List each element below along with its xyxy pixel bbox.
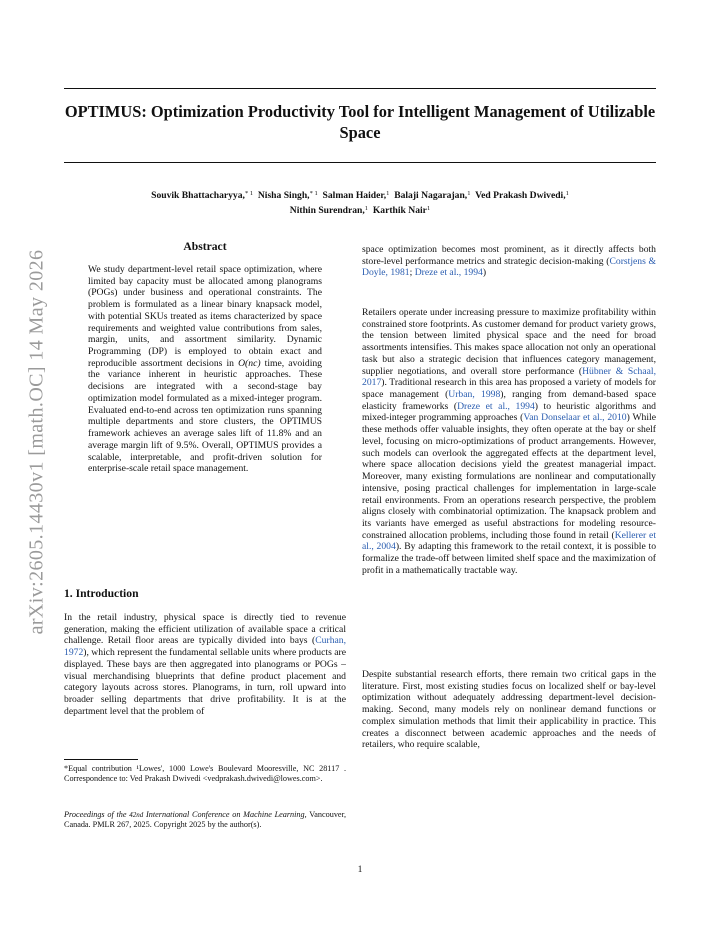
author: Nisha Singh,$^{* 1}$ (257, 190, 318, 201)
math-complexity: O(nc) (238, 357, 261, 369)
right-paragraph-3: Despite substantial research efforts, there remain two critical gaps in the literature. First, most existing studies focus on localized shelf or bay-level optimization without adequately addressing department-level decision-making. Second, many models rely on nonlinear demand functions or complex simulation methods that limit their applicability in practice. This creates a disconnect between academic approaches and the needs of retailers, who require scalable, (362, 669, 656, 751)
footnote-rule (64, 759, 138, 760)
author: Ved Prakash Dwivedi,$^1$ (475, 190, 569, 201)
citation-link[interactable]: Hübner & Schaal, 2017 (362, 365, 656, 389)
author: Balaji Nagarajan,$^1$ (394, 190, 471, 201)
citation-link[interactable]: Dreze et al., 1994 (457, 400, 535, 412)
intro-paragraph: In the retail industry, physical space is directly tied to revenue generation, making the efficient utilization of available space a critical challenge. Retail floor areas are typically divided into bays (Curhan, 1972), which represent the fundamental sellable units where products are displayed. These bays are then aggregated into planograms or POGs – visual merchandising blueprints that define product placement and category layouts across stores. Planograms, in turn, roll upward into broader selling departments that drive profitability. It is at the department level that the problem of (64, 612, 346, 717)
author: Souvik Bhattacharyya,$^{* 1}$ (151, 190, 254, 201)
citation-link[interactable]: Van Donselaar et al., 2010 (523, 412, 627, 424)
author-list (64, 187, 656, 217)
page-number: 1 (357, 864, 363, 875)
paper-title: OPTIMUS: Optimization Productivity Tool for Intelligent Management of Utilizable Space (64, 102, 656, 142)
abstract-text: We study department-level retail space optimization, where limited bay capacity must be allocated among planograms (POGs) under business and operational constraints. The problem is formulated as a linear binary knapsack model, with potential SKUs treated as items characterized by space requirements and weighted value contributions from sales, margin, units, and assortment similarity. Dynamic Programming (DP) is employed to obtain exact and reproducible assortment decisions in O(nc) time, avoiding the variance inherent in heuristic approaches. These decisions are integrated with a second-stage bay optimization model formulated as a mixed-integer program. Evaluated end-to-end across ten optimization runs spanning multiple departments and store clusters, the OPTIMUS framework achieves an average sales lift of 11.8% and an average margin lift of 9.5%. Overall, OPTIMUS provides a scalable, interpretable, and profit-driven solution for enterprise-scale retail space management. (88, 264, 322, 475)
citation-link[interactable]: Urban, 1998 (448, 389, 501, 401)
title-top-rule (64, 88, 656, 89)
citation-link[interactable]: Corstjens & Doyle, 1981 (362, 255, 656, 279)
right-paragraph-2: Retailers operate under increasing pressure to maximize profitability within constrained store footprints. As customer demand for product variety grows, the tension between limited physical space and the need for broad assortments intensifies. This makes space allocation not only an operational task but also a strategic decision that influences category management, supplier negotiations, and overall store performance (Hübner & Schaal, 2017). Traditional research in this area has proposed a variety of models for space management (Urban, 1998), ranging from demand-based space elasticity frameworks (Dreze et al., 1994) to heuristic algorithms and mixed-integer programming approaches (Van Donselaar et al., 2010) While these methods offer valuable insights, they often operate at the bay or shelf level, focusing on micro-optimizations of product arrangements. However, such models can overlook the aggregated effects at the department level, where space allocation decisions yield the greatest managerial impact. Moreover, many existing formulations are nonlinear and computationally intensive, posing practical challenges for implementation in large-scale retail environments. From an operations research perspective, the problem aligns closely with combinatorial optimization. The knapsack problem and its variants have emerged as useful abstractions for modeling resource-constrained allocation problems, including those found in retail (Kellerer et al., 2004). By adapting this framework to the retail context, it is possible to formalize the trade-off between limited shelf space and the maximization of profit in a mathematically tractable way. (362, 307, 657, 576)
footnote: *Equal contribution ¹Lowes', 1000 Lowe's Boulevard Mooresville, NC 28117 . Correspondence to: Ved Prakash Dwivedi <vedprakash.dwivedi@lowes.com>. (64, 764, 346, 784)
right-paragraph-1: space optimization becomes most prominent, as it directly affects both store-level performance metrics and strategic decision-making (Corstjens & Doyle, 1981; Dreze et al., 1994) (362, 244, 656, 279)
arxiv-stamp: arXiv:2605.14430v1 [math.OC] 14 May 2026 (25, 249, 48, 635)
citation-link[interactable]: Kellerer et al., 2004 (362, 529, 656, 553)
author: Nithin Surendran,$^1$ (289, 205, 369, 216)
abstract-heading: Abstract (183, 240, 227, 253)
citation-link[interactable]: Curhan, 1972 (64, 635, 346, 659)
citation-link[interactable]: Dreze et al., 1994 (414, 267, 483, 279)
author: Karthik Nair$^1$ (372, 205, 431, 216)
section-heading-introduction: 1. Introduction (64, 587, 139, 600)
proceedings-note: Proceedings of the 42nd International Conference on Machine Learning, Vancouver, Canada. PMLR 267, 2025. Copyright 2025 by the author(s). (64, 810, 347, 830)
author: Salman Haider,$^1$ (322, 190, 390, 201)
title-bottom-rule (64, 162, 656, 163)
